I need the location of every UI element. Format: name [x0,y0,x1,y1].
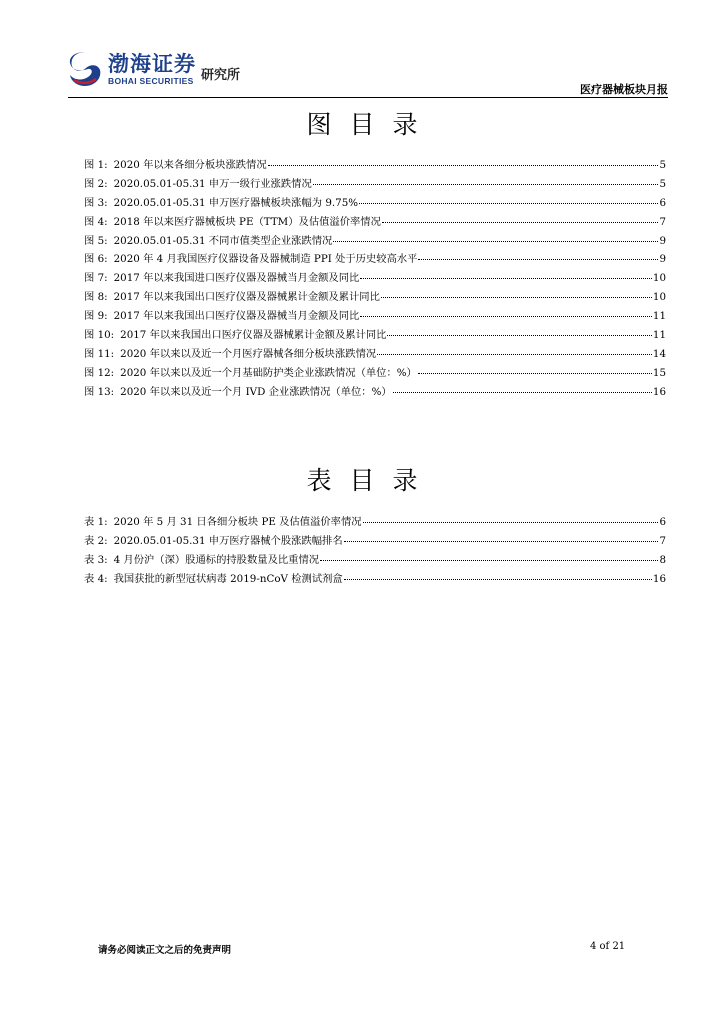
figure-page-number: 5 [659,159,666,171]
figure-title: 2020.05.01-05.31 申万一级行业涨跌情况 [113,177,312,190]
leader-dots [393,392,652,393]
figure-title: 2020 年以来各细分板块涨跌情况 [113,159,267,171]
figure-title: 2018 年以来医疗器械板块 PE（TTM）及估值溢价率情况 [113,215,381,228]
figure-page-number: 10 [652,291,666,304]
leader-dots [344,579,652,580]
table-title: 2020 年 5 月 31 日各细分板块 PE 及估值溢价率情况 [113,516,362,528]
figure-toc-entry[interactable] [84,175,666,194]
figure-toc-entry[interactable] [84,288,666,307]
leader-dots [387,335,651,336]
table-toc-entry[interactable] [84,513,666,532]
figure-title: 2020 年以来以及近一个月医疗器械各细分板块涨跌情况 [120,347,377,360]
table-title: 2020.05.01-05.31 申万医疗器械个股涨跌幅排名 [113,534,343,547]
figure-label: 图 2: [84,177,108,190]
leader-dots [313,184,659,185]
figure-label: 图 12: [84,366,115,379]
figure-label: 图 6: [84,253,108,266]
figure-toc-entry[interactable] [84,345,666,364]
figure-page-number: 10 [652,272,666,285]
leader-dots [359,203,658,204]
page-header [68,48,668,98]
figure-label: 图 5: [84,234,108,247]
logo-chinese-name: 渤海证券 [108,52,196,76]
table-toc-entry[interactable] [84,570,666,589]
figure-toc-entry[interactable] [84,383,666,402]
figure-title: 2020.05.01-05.31 申万医疗器械板块涨幅为 9.75% [113,196,359,209]
figure-page-number: 9 [659,253,666,266]
table-page-number: 8 [659,553,666,566]
figure-title: 2017 年以来我国出口医疗仪器及器械累计金额及累计同比 [113,291,380,304]
bohai-logo-icon [68,50,102,88]
figure-page-number: 14 [652,347,666,360]
table-page-number: 6 [659,516,666,528]
table-label: 表 4: [84,572,108,585]
table-toc-entry[interactable] [84,551,666,570]
figure-page-number: 5 [659,177,666,190]
figure-page-number: 11 [652,329,666,342]
figure-toc-entry[interactable] [84,326,666,345]
leader-dots [363,522,659,523]
figure-label: 图 11: [84,347,115,360]
leader-dots [360,316,652,317]
leader-dots [360,278,652,279]
leader-dots [418,259,658,260]
figure-title: 2017 年以来我国出口医疗仪器及器械累计金额及累计同比 [120,329,387,342]
table-title: 4 月份沪（深）股通标的持股数量及比重情况 [113,553,320,566]
figure-label: 图 10: [84,329,115,342]
figure-toc-entry[interactable] [84,250,666,269]
leader-dots [333,241,658,242]
figure-page-number: 7 [659,215,666,228]
figure-page-number: 11 [652,310,666,323]
figure-label: 图 13: [84,385,115,398]
leader-dots [320,560,658,561]
leader-dots [268,165,659,166]
leader-dots [344,541,659,542]
header-divider [68,97,668,98]
figure-title: 2020 年以来以及近一个月 IVD 企业涨跌情况（单位：%） [120,385,392,398]
disclaimer-note: 请务必阅读正文之后的免责声明 [98,945,232,956]
table-label: 表 1: [84,516,108,528]
figure-toc-entry[interactable] [84,213,666,232]
figure-label: 图 7: [84,272,108,285]
tables-toc [84,513,666,589]
page-indicator: 4 of 21 [590,941,626,952]
leader-dots [377,354,652,355]
figure-toc-entry[interactable] [84,232,666,251]
table-page-number: 16 [652,572,666,585]
leader-dots [418,373,652,374]
leader-dots [382,222,659,223]
figure-label: 图 1: [84,159,108,171]
institute-name: 研究所 [201,68,241,83]
tables-list-title: 表目录 [306,466,436,495]
table-toc-entry[interactable] [84,532,666,551]
figure-label: 图 4: [84,215,108,228]
figure-title: 2017 年以来我国出口医疗仪器及器械当月金额及同比 [113,310,360,323]
figure-label: 图 9: [84,310,108,323]
figure-page-number: 6 [659,196,666,209]
figure-toc-entry[interactable] [84,307,666,326]
figure-toc-entry[interactable] [84,194,666,213]
figure-label: 图 3: [84,196,108,209]
figure-toc-entry[interactable] [84,156,666,175]
table-page-number: 7 [659,534,666,547]
leader-dots [381,297,652,298]
company-logo [68,48,258,93]
figure-title: 2017 年以来我国进口医疗仪器及器械当月金额及同比 [113,272,360,285]
figure-page-number: 9 [659,234,666,247]
table-title: 我国获批的新型冠状病毒 2019-nCoV 检测试剂盒 [113,572,343,585]
figure-title: 2020 年 4 月我国医疗仪器设备及器械制造 PPI 处于历史较高水平 [113,253,418,266]
table-label: 表 3: [84,553,108,566]
figures-toc [84,156,666,402]
figures-list-title: 图目录 [306,110,436,139]
report-type: 医疗器械板块月报 [580,83,668,96]
figure-page-number: 16 [652,385,666,398]
logo-english-name: BOHAI SECURITIES [108,76,194,86]
figure-toc-entry[interactable] [84,269,666,288]
figure-page-number: 15 [652,366,666,379]
figure-toc-entry[interactable] [84,364,666,383]
figure-title: 2020.05.01-05.31 不同市值类型企业涨跌情况 [113,234,333,247]
figure-title: 2020 年以来以及近一个月基础防护类企业涨跌情况（单位：%） [120,366,417,379]
figure-label: 图 8: [84,291,108,304]
table-label: 表 2: [84,534,108,547]
